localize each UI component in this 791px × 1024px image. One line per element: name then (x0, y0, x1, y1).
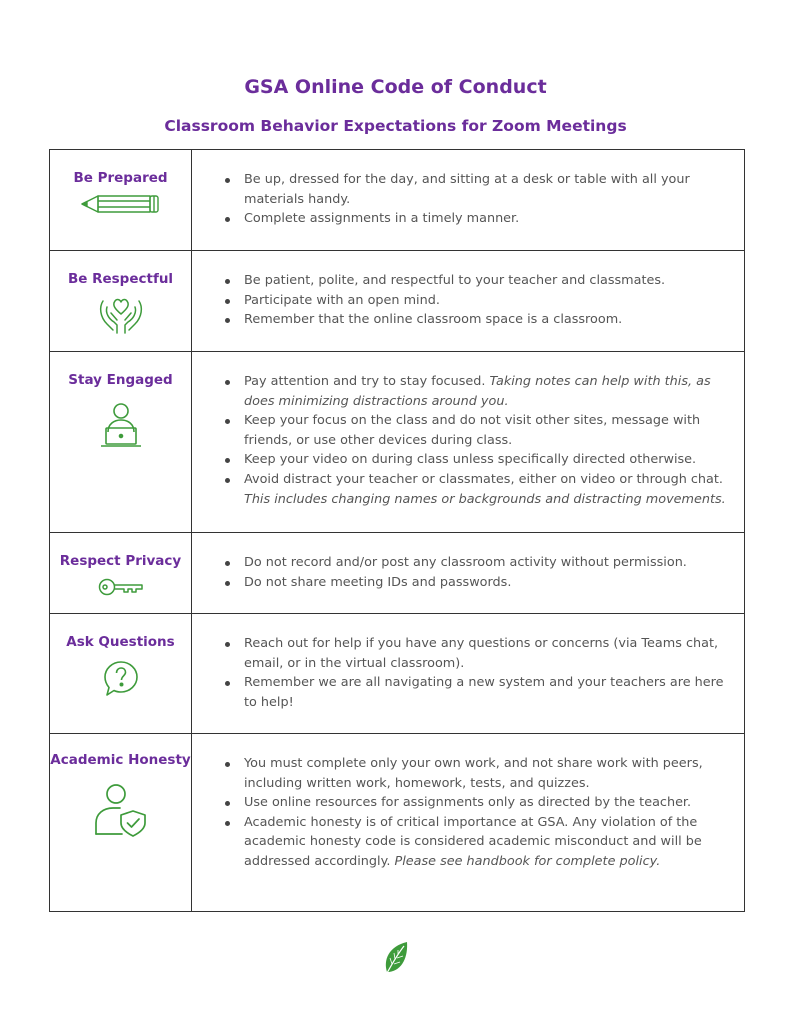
table-row (50, 150, 745, 251)
question-bubble-icon (103, 660, 139, 698)
category-label: Respect Privacy (59, 553, 182, 569)
page-subtitle: Classroom Behavior Expectations for Zoom Meetings (164, 117, 627, 135)
table-row (50, 352, 745, 533)
conduct-table (49, 149, 745, 912)
table-row (50, 614, 745, 734)
category-cell (50, 150, 192, 251)
page-title: GSA Online Code of Conduct (244, 76, 547, 98)
person-shield-icon (93, 782, 149, 838)
list-item: Keep your video on during class unless specifically directed otherwise. (244, 450, 730, 470)
category-cell (50, 251, 192, 352)
key-icon (98, 577, 144, 597)
category-cell (50, 533, 192, 614)
pencil-icon (81, 194, 161, 214)
category-label: Academic Honesty (50, 752, 191, 768)
category-cell (50, 734, 192, 912)
list-item: Keep your focus on the class and do not visit other sites, message with friends, or use other devices during class. (244, 411, 730, 450)
expectations-cell (192, 614, 745, 734)
category-label: Ask Questions (66, 634, 175, 650)
list-item: Do not share meeting IDs and passwords. (244, 573, 730, 593)
table-row (50, 533, 745, 614)
leaf-icon (383, 940, 409, 976)
expectations-cell (192, 734, 745, 912)
table-row (50, 734, 745, 912)
expectations-cell (192, 533, 745, 614)
list-item: Participate with an open mind. (244, 291, 730, 311)
category-cell (50, 352, 192, 533)
list-item: Remember that the online classroom space is a classroom. (244, 310, 730, 330)
list-item: Be patient, polite, and respectful to your teacher and classmates. (244, 271, 730, 291)
category-cell (50, 614, 192, 734)
list-item: Remember we are all navigating a new system and your teachers are here to help! (244, 673, 730, 712)
list-item: Avoid distract your teacher or classmates, either on video or through chat. This includes changing names or backgrounds and distracting movements. (244, 470, 730, 509)
list-item: You must complete only your own work, and not share work with peers, including written work, homework, tests, and quizzes. (244, 754, 730, 793)
list-item: Be up, dressed for the day, and sitting at a desk or table with all your materials handy. (244, 170, 730, 209)
expectations-cell (192, 150, 745, 251)
list-item: Complete assignments in a timely manner. (244, 209, 730, 229)
heart-hands-icon (97, 295, 145, 335)
list-item: Do not record and/or post any classroom activity without permission. (244, 553, 730, 573)
table-row (50, 251, 745, 352)
list-item: Use online resources for assignments only as directed by the teacher. (244, 793, 730, 813)
expectations-cell (192, 251, 745, 352)
category-label: Be Respectful (67, 271, 174, 287)
list-item: Reach out for help if you have any questions or concerns (via Teams chat, email, or in the virtual classroom). (244, 634, 730, 673)
expectations-cell (192, 352, 745, 533)
category-label: Stay Engaged (68, 372, 173, 388)
category-label: Be Prepared (73, 170, 168, 186)
person-laptop-icon (100, 402, 142, 450)
list-item: Pay attention and try to stay focused. Taking notes can help with this, as does minimizing distractions around you. (244, 372, 730, 411)
list-item: Academic honesty is of critical importance at GSA. Any violation of the academic honesty code is considered academic misconduct and will be addressed accordingly. Please see handbook for complete policy. (244, 813, 730, 872)
